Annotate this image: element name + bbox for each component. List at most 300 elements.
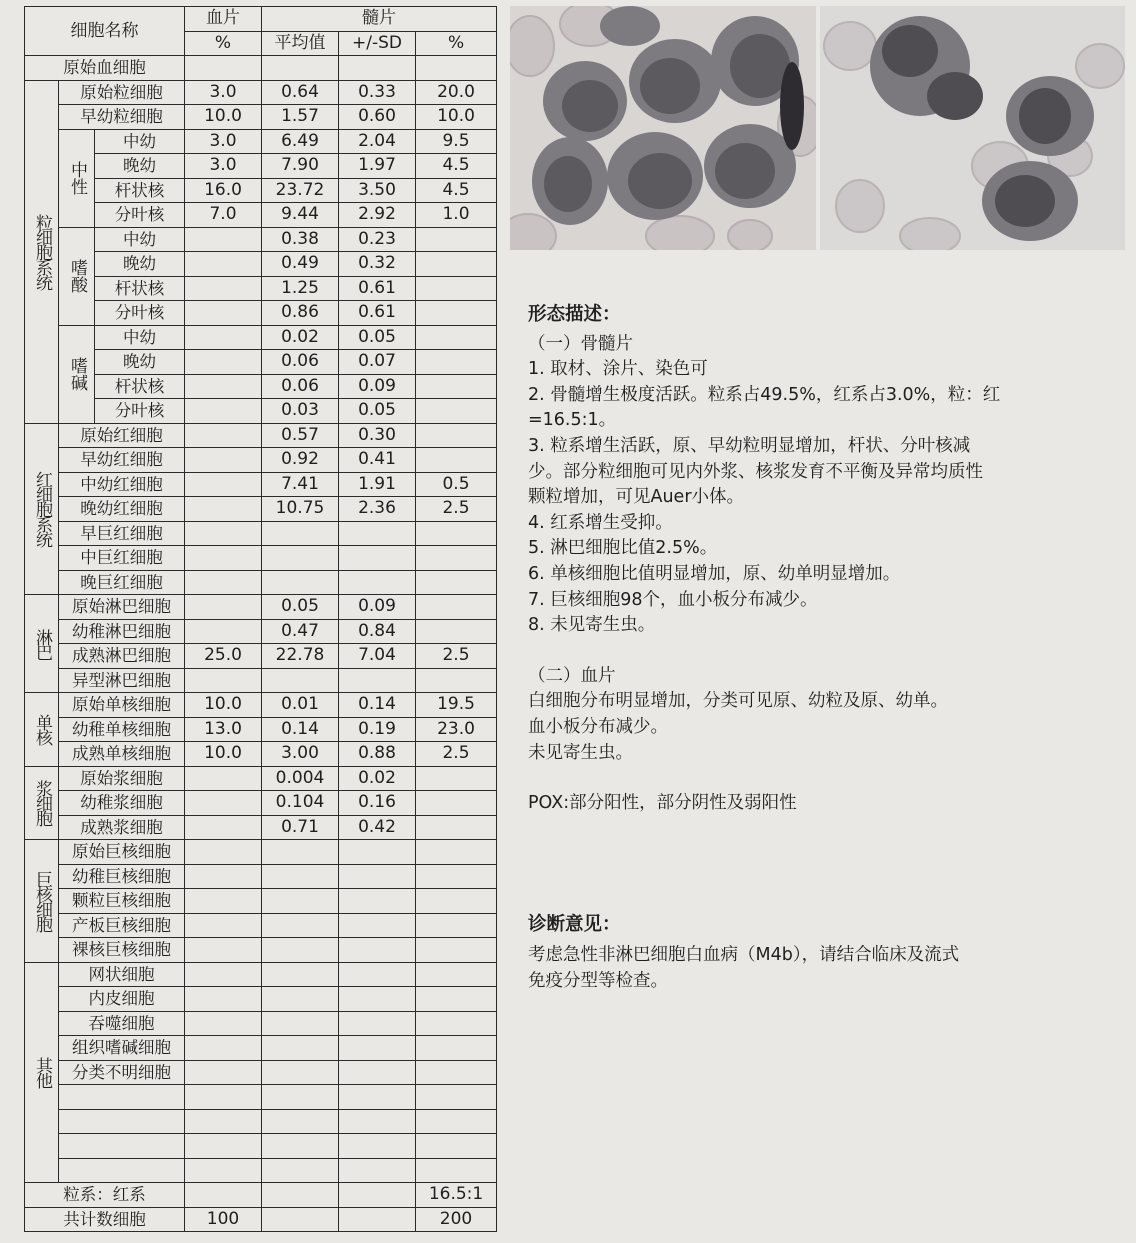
table-row	[25, 546, 497, 571]
cell-type-name: 早巨红细胞	[59, 521, 185, 546]
marrow-sd-cell: 0.05	[339, 325, 416, 350]
cell-type-name: 原始单核细胞	[59, 693, 185, 718]
marrow-mean-cell	[262, 521, 339, 546]
empty-cell	[185, 56, 262, 81]
marrow-sd-cell	[339, 570, 416, 595]
marrow-sd-cell: 1.97	[339, 154, 416, 179]
marrow-sd-cell	[339, 668, 416, 693]
cell-type-name: 幼稚浆细胞	[59, 791, 185, 816]
marrow-percent-cell	[416, 668, 497, 693]
blood-percent-cell	[185, 987, 262, 1012]
blood-percent-cell: 16.0	[185, 178, 262, 203]
cell-type-name: 晚巨红细胞	[59, 570, 185, 595]
blood-percent-cell	[185, 889, 262, 914]
blood-percent-cell	[185, 350, 262, 375]
marrow-percent-cell	[416, 889, 497, 914]
marrow-findings	[528, 357, 1088, 639]
table-row	[25, 938, 497, 963]
marrow-mean-cell: 0.05	[262, 595, 339, 620]
blood-percent-cell	[185, 864, 262, 889]
table-row	[25, 276, 497, 301]
cell-type-name: 颗粒巨核细胞	[59, 889, 185, 914]
table-row	[25, 301, 497, 326]
cell-type-name: 分类不明细胞	[59, 1060, 185, 1085]
diagnosis-text	[528, 943, 1088, 994]
cell-type-name: 成熟淋巴细胞	[59, 644, 185, 669]
empty-cell	[339, 1183, 416, 1208]
marrow-percent-cell	[416, 1011, 497, 1036]
cell-type-name: 杆状核	[95, 178, 185, 203]
table-row	[25, 129, 497, 154]
blood-percent-cell	[185, 840, 262, 865]
marrow-sd-cell: 0.32	[339, 252, 416, 277]
marrow-percent-cell	[416, 864, 497, 889]
blood-percent-cell	[185, 913, 262, 938]
diagnosis-line: 考虑急性非淋巴细胞白血病（M4b），请结合临床及流式	[528, 945, 960, 966]
cell-type-name: 组织嗜碱细胞	[59, 1036, 185, 1061]
category-mono: 单核	[25, 693, 59, 767]
blood-percent-cell: 3.0	[185, 129, 262, 154]
table-row	[25, 521, 497, 546]
marrow-sd-cell: 0.05	[339, 399, 416, 424]
marrow-percent-cell	[416, 570, 497, 595]
table-row	[25, 325, 497, 350]
marrow-sd-cell	[339, 962, 416, 987]
marrow-mean-cell: 0.03	[262, 399, 339, 424]
marrow-finding-line: 8. 未见寄生虫。	[528, 615, 656, 636]
marrow-sd-cell: 0.23	[339, 227, 416, 252]
empty-cell	[59, 1158, 185, 1183]
blood-percent-cell	[185, 668, 262, 693]
marrow-percent-cell: 9.5	[416, 129, 497, 154]
empty-cell	[262, 1085, 339, 1110]
marrow-percent-cell	[416, 521, 497, 546]
empty-cell	[185, 1183, 262, 1208]
cell-type-name: 中幼	[95, 227, 185, 252]
blood-percent-cell: 13.0	[185, 717, 262, 742]
empty-cell	[339, 1158, 416, 1183]
marrow-mean-cell: 0.38	[262, 227, 339, 252]
marrow-sd-cell	[339, 840, 416, 865]
marrow-percent-cell: 10.0	[416, 105, 497, 130]
marrow-finding-line: 颗粒增加，可见Auer小体。	[528, 487, 745, 508]
marrow-percent-cell	[416, 840, 497, 865]
cell-type-name: 早幼红细胞	[59, 448, 185, 473]
marrow-percent-cell	[416, 448, 497, 473]
cell-type-name: 幼稚单核细胞	[59, 717, 185, 742]
empty-cell	[59, 1134, 185, 1159]
cell-type-name: 中幼	[95, 325, 185, 350]
blood-percent-cell	[185, 815, 262, 840]
blood-percent-cell	[185, 962, 262, 987]
subgroup-basophil: 嗜碱	[59, 325, 95, 423]
marrow-micrograph-right	[820, 6, 1125, 250]
marrow-percent-cell	[416, 938, 497, 963]
blood-percent-cell: 3.0	[185, 80, 262, 105]
blood-percent-cell: 7.0	[185, 203, 262, 228]
cell-type-name: 原始红细胞	[59, 423, 185, 448]
table-row	[25, 497, 497, 522]
cell-type-name: 杆状核	[95, 276, 185, 301]
cell-type-name: 网状细胞	[59, 962, 185, 987]
marrow-mean-cell	[262, 546, 339, 571]
marrow-mean-cell: 0.92	[262, 448, 339, 473]
blood-section-heading: （二）血片	[528, 665, 616, 686]
table-row	[25, 668, 497, 693]
table-row	[25, 644, 497, 669]
marrow-mean-cell: 0.64	[262, 80, 339, 105]
table-row	[25, 178, 497, 203]
table-row	[25, 472, 497, 497]
cell-count-table-wrap	[24, 6, 497, 1232]
marrow-sd-cell: 0.09	[339, 374, 416, 399]
marrow-mean-cell	[262, 840, 339, 865]
blood-percent-cell	[185, 791, 262, 816]
marrow-mean-cell: 7.90	[262, 154, 339, 179]
marrow-percent-cell	[416, 766, 497, 791]
cell-type-name: 原始巨核细胞	[59, 840, 185, 865]
marrow-mean-cell: 1.25	[262, 276, 339, 301]
blood-percent-cell	[185, 472, 262, 497]
empty-cell	[416, 1085, 497, 1110]
blank-row	[25, 1158, 497, 1183]
blood-percent-cell	[185, 448, 262, 473]
marrow-sd-cell	[339, 987, 416, 1012]
table-row	[25, 399, 497, 424]
marrow-percent-cell: 2.5	[416, 497, 497, 522]
marrow-sd-cell: 0.30	[339, 423, 416, 448]
table-row	[25, 864, 497, 889]
marrow-percent-cell	[416, 791, 497, 816]
cell-type-name: 产板巨核细胞	[59, 913, 185, 938]
marrow-section-heading: （一）骨髓片	[528, 333, 633, 354]
category-megakaryocyte: 巨核细胞	[25, 840, 59, 963]
marrow-sd-cell: 0.07	[339, 350, 416, 375]
marrow-mean-cell	[262, 668, 339, 693]
blood-percent-cell	[185, 276, 262, 301]
marrow-mean-cell: 0.71	[262, 815, 339, 840]
marrow-percent-cell	[416, 1036, 497, 1061]
marrow-sd-cell: 1.91	[339, 472, 416, 497]
empty-cell	[339, 56, 416, 81]
empty-cell	[416, 56, 497, 81]
micrograph-panel	[510, 6, 1125, 250]
cell-count-table	[24, 6, 497, 1232]
blood-percent-cell	[185, 766, 262, 791]
blood-percent-cell	[185, 595, 262, 620]
marrow-percent-cell	[416, 595, 497, 620]
blood-finding-line: 血小板分布减少。	[528, 716, 668, 737]
category-plasma: 浆细胞	[25, 766, 59, 840]
marrow-percent-cell	[416, 962, 497, 987]
header-blood-smear: 血片	[185, 7, 262, 32]
marrow-sd-cell: 0.33	[339, 80, 416, 105]
cell-type-name: 分叶核	[95, 399, 185, 424]
blood-percent-cell	[185, 227, 262, 252]
marrow-mean-cell	[262, 1011, 339, 1036]
marrow-mean-cell: 0.004	[262, 766, 339, 791]
blood-finding-line: 白细胞分布明显增加，分类可见原、幼粒及原、幼单。	[528, 691, 948, 712]
table-row	[25, 717, 497, 742]
ratio-row	[25, 1183, 497, 1208]
subgroup-neutrophil: 中性	[59, 129, 95, 227]
cell-type-name: 成熟单核细胞	[59, 742, 185, 767]
marrow-mean-cell: 22.78	[262, 644, 339, 669]
blank-row	[25, 1134, 497, 1159]
empty-cell	[185, 1085, 262, 1110]
blank-row	[25, 1109, 497, 1134]
marrow-mean-cell: 10.75	[262, 497, 339, 522]
marrow-percent-cell	[416, 374, 497, 399]
marrow-sd-cell: 0.02	[339, 766, 416, 791]
marrow-mean-cell	[262, 889, 339, 914]
table-row	[25, 962, 497, 987]
marrow-mean-cell	[262, 1060, 339, 1085]
table-row	[25, 350, 497, 375]
marrow-mean-cell: 3.00	[262, 742, 339, 767]
marrow-percent-cell	[416, 1060, 497, 1085]
morphology-heading: 形态描述：	[528, 304, 621, 325]
cell-type-name: 裸核巨核细胞	[59, 938, 185, 963]
marrow-finding-line: 6. 单核细胞比值明显增加，原、幼单明显增加。	[528, 563, 901, 584]
empty-cell	[185, 1158, 262, 1183]
marrow-sd-cell: 0.42	[339, 815, 416, 840]
table-row	[25, 80, 497, 105]
marrow-percent-cell: 2.5	[416, 742, 497, 767]
table-row	[25, 987, 497, 1012]
blood-percent-cell	[185, 1036, 262, 1061]
empty-cell	[339, 1207, 416, 1232]
category-other: 其他	[25, 962, 59, 1183]
marrow-percent-cell	[416, 546, 497, 571]
marrow-percent-cell	[416, 227, 497, 252]
marrow-percent-cell: 23.0	[416, 717, 497, 742]
marrow-mean-cell	[262, 570, 339, 595]
cell-type-name: 幼稚淋巴细胞	[59, 619, 185, 644]
marrow-mean-cell: 0.47	[262, 619, 339, 644]
table-row	[25, 791, 497, 816]
table-row	[25, 570, 497, 595]
total-label: 共计数细胞	[25, 1207, 185, 1232]
marrow-mean-cell: 0.14	[262, 717, 339, 742]
blood-finding-line: 未见寄生虫。	[528, 742, 633, 763]
micrograph-left-image	[510, 6, 816, 250]
table-row	[25, 595, 497, 620]
row-label-primitive-blood-cell: 原始血细胞	[25, 56, 185, 81]
empty-cell	[262, 1158, 339, 1183]
marrow-mean-cell: 0.01	[262, 693, 339, 718]
marrow-mean-cell: 9.44	[262, 203, 339, 228]
cell-type-name: 吞噬细胞	[59, 1011, 185, 1036]
marrow-mean-cell: 0.06	[262, 350, 339, 375]
empty-cell	[339, 1109, 416, 1134]
marrow-mean-cell: 0.06	[262, 374, 339, 399]
table-row	[25, 619, 497, 644]
total-row	[25, 1207, 497, 1232]
empty-cell	[59, 1085, 185, 1110]
blood-percent-cell: 25.0	[185, 644, 262, 669]
marrow-sd-cell	[339, 1060, 416, 1085]
empty-cell	[262, 56, 339, 81]
blood-percent-cell: 3.0	[185, 154, 262, 179]
marrow-percent-cell	[416, 325, 497, 350]
empty-cell	[339, 1134, 416, 1159]
empty-cell	[262, 1207, 339, 1232]
subgroup-eosinophil: 嗜酸	[59, 227, 95, 325]
category-lymph: 淋巴	[25, 595, 59, 693]
table-row	[25, 815, 497, 840]
marrow-sd-cell	[339, 889, 416, 914]
marrow-sd-cell: 0.19	[339, 717, 416, 742]
blood-percent-cell	[185, 521, 262, 546]
marrow-percent-cell	[416, 619, 497, 644]
header-marrow-smear: 髓片	[262, 7, 497, 32]
marrow-percent-cell: 0.5	[416, 472, 497, 497]
marrow-mean-cell: 0.02	[262, 325, 339, 350]
marrow-percent-cell	[416, 350, 497, 375]
blood-percent-cell: 10.0	[185, 742, 262, 767]
cell-type-name: 分叶核	[95, 301, 185, 326]
empty-cell	[416, 1109, 497, 1134]
ratio-value: 16.5:1	[416, 1183, 497, 1208]
marrow-sd-cell: 2.04	[339, 129, 416, 154]
marrow-mean-cell: 1.57	[262, 105, 339, 130]
total-marrow-count: 200	[416, 1207, 497, 1232]
blood-percent-cell	[185, 619, 262, 644]
table-row	[25, 227, 497, 252]
blood-percent-cell	[185, 301, 262, 326]
total-blood-count: 100	[185, 1207, 262, 1232]
cell-type-name: 早幼粒细胞	[59, 105, 185, 130]
table-row	[25, 742, 497, 767]
header-sd: +/-SD	[339, 31, 416, 56]
marrow-finding-line: 少。部分粒细胞可见内外浆、核浆发育不平衡及异常均质性	[528, 461, 983, 482]
empty-cell	[59, 1109, 185, 1134]
marrow-sd-cell	[339, 1011, 416, 1036]
marrow-mean-cell	[262, 864, 339, 889]
empty-cell	[185, 1134, 262, 1159]
marrow-percent-cell	[416, 913, 497, 938]
table-row	[25, 203, 497, 228]
marrow-mean-cell: 0.49	[262, 252, 339, 277]
cell-type-name: 中幼	[95, 129, 185, 154]
empty-cell	[416, 1134, 497, 1159]
empty-cell	[339, 1085, 416, 1110]
marrow-micrograph-left	[510, 6, 816, 250]
marrow-mean-cell	[262, 913, 339, 938]
header-marrow-percent: %	[416, 31, 497, 56]
diagnosis-line: 免疫分型等检查。	[528, 970, 668, 991]
marrow-sd-cell	[339, 546, 416, 571]
cell-type-name: 原始淋巴细胞	[59, 595, 185, 620]
marrow-percent-cell: 2.5	[416, 644, 497, 669]
marrow-percent-cell	[416, 276, 497, 301]
marrow-sd-cell: 0.09	[339, 595, 416, 620]
marrow-percent-cell	[416, 252, 497, 277]
diagnosis-heading: 诊断意见：	[528, 913, 621, 935]
marrow-percent-cell	[416, 815, 497, 840]
cell-type-name: 中幼红细胞	[59, 472, 185, 497]
marrow-percent-cell: 20.0	[416, 80, 497, 105]
table-row	[25, 1060, 497, 1085]
marrow-mean-cell: 0.57	[262, 423, 339, 448]
table-row	[25, 840, 497, 865]
pox-result: POX:部分阳性，部分阴性及弱阳性	[528, 793, 797, 814]
cell-type-name: 内皮细胞	[59, 987, 185, 1012]
marrow-sd-cell	[339, 864, 416, 889]
marrow-sd-cell: 0.60	[339, 105, 416, 130]
empty-cell	[416, 1158, 497, 1183]
marrow-sd-cell: 0.88	[339, 742, 416, 767]
header-cell-name: 细胞名称	[25, 7, 185, 56]
cell-type-name: 分叶核	[95, 203, 185, 228]
marrow-percent-cell	[416, 301, 497, 326]
cell-type-name: 中巨红细胞	[59, 546, 185, 571]
marrow-mean-cell	[262, 1036, 339, 1061]
marrow-finding-line: 4. 红系增生受抑。	[528, 512, 673, 533]
marrow-sd-cell: 3.50	[339, 178, 416, 203]
empty-cell	[185, 1109, 262, 1134]
marrow-sd-cell	[339, 1036, 416, 1061]
marrow-sd-cell	[339, 913, 416, 938]
marrow-sd-cell: 0.16	[339, 791, 416, 816]
blood-percent-cell	[185, 1011, 262, 1036]
marrow-finding-line: 3. 粒系增生活跃，原、早幼粒明显增加，杆状、分叶核减	[528, 435, 971, 456]
blood-percent-cell: 10.0	[185, 693, 262, 718]
blood-percent-cell	[185, 252, 262, 277]
marrow-sd-cell: 0.14	[339, 693, 416, 718]
marrow-finding-line: 1. 取材、涂片、染色可	[528, 359, 708, 380]
marrow-finding-line: 5. 淋巴细胞比值2.5%。	[528, 538, 718, 559]
cell-type-name: 杆状核	[95, 374, 185, 399]
table-row	[25, 154, 497, 179]
cell-type-name: 原始粒细胞	[59, 80, 185, 105]
blood-percent-cell	[185, 325, 262, 350]
marrow-mean-cell: 0.104	[262, 791, 339, 816]
marrow-sd-cell	[339, 938, 416, 963]
cell-type-name: 成熟浆细胞	[59, 815, 185, 840]
cell-type-name: 晚幼	[95, 350, 185, 375]
marrow-percent-cell	[416, 423, 497, 448]
marrow-percent-cell: 19.5	[416, 693, 497, 718]
marrow-sd-cell: 0.41	[339, 448, 416, 473]
cell-type-name: 原始浆细胞	[59, 766, 185, 791]
header-mean: 平均值	[262, 31, 339, 56]
cell-type-name: 晚幼红细胞	[59, 497, 185, 522]
ratio-label: 粒系：红系	[25, 1183, 185, 1208]
marrow-sd-cell: 0.84	[339, 619, 416, 644]
marrow-finding-line: 2. 骨髓增生极度活跃。粒系占49.5%，红系占3.0%，粒：红	[528, 384, 1001, 405]
blood-percent-cell	[185, 374, 262, 399]
header-blood-percent: %	[185, 31, 262, 56]
micrograph-right-image	[820, 6, 1125, 250]
cell-type-name: 幼稚巨核细胞	[59, 864, 185, 889]
marrow-sd-cell: 7.04	[339, 644, 416, 669]
empty-cell	[262, 1134, 339, 1159]
table-row	[25, 374, 497, 399]
category-granulocyte-system: 粒细胞系统	[25, 80, 59, 423]
marrow-mean-cell	[262, 962, 339, 987]
table-row	[25, 252, 497, 277]
table-row	[25, 423, 497, 448]
marrow-mean-cell: 23.72	[262, 178, 339, 203]
marrow-sd-cell: 0.61	[339, 276, 416, 301]
report-text	[528, 302, 1088, 994]
blood-percent-cell: 10.0	[185, 105, 262, 130]
table-row	[25, 693, 497, 718]
blood-percent-cell	[185, 1060, 262, 1085]
blood-percent-cell	[185, 423, 262, 448]
